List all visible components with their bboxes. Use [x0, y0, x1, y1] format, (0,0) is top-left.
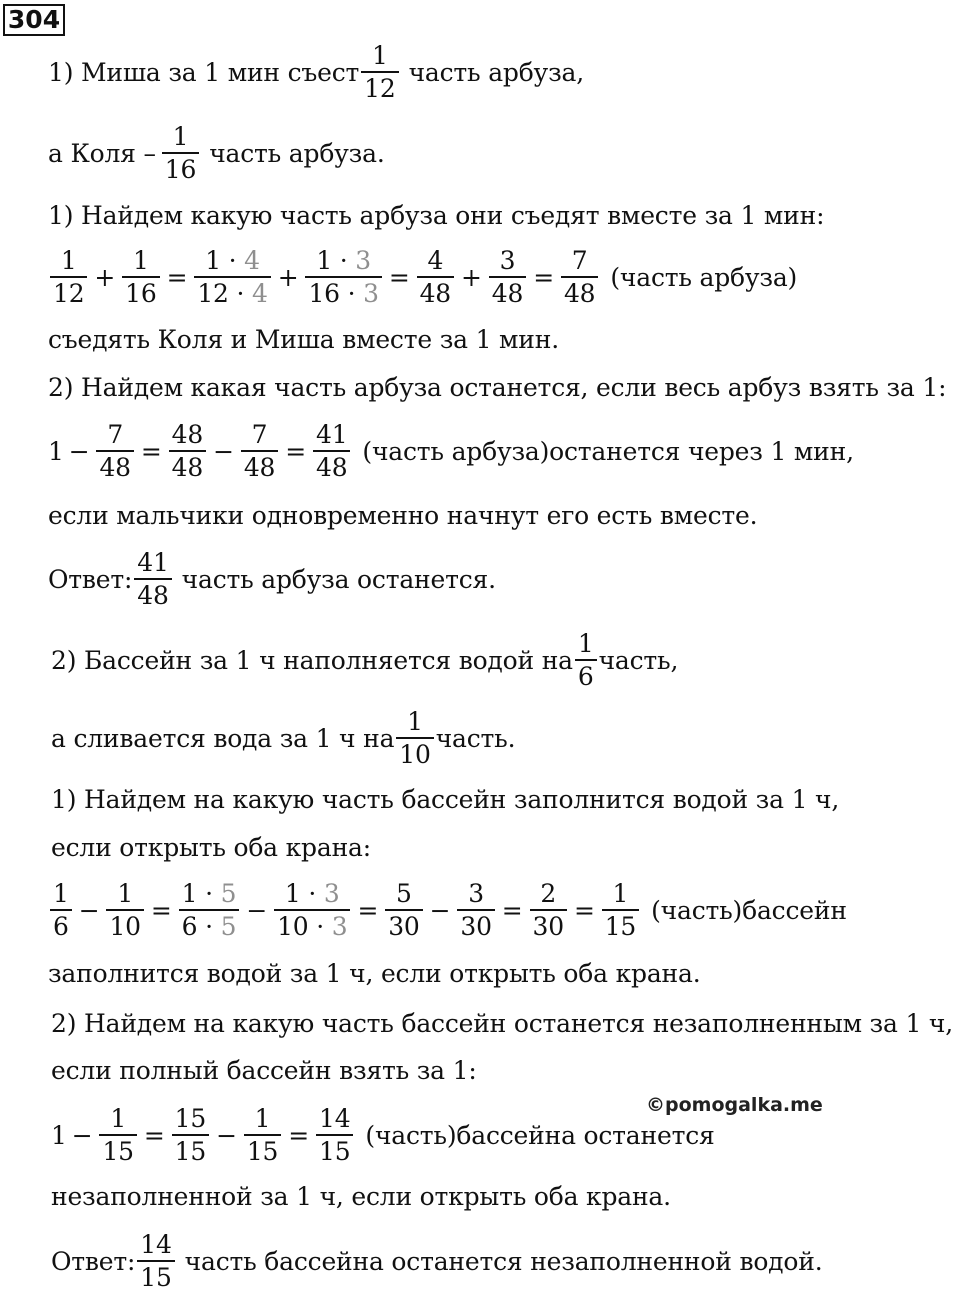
text: 1) Миша за 1 мин съест — [48, 57, 360, 87]
p2-line3 — [51, 776, 839, 822]
p2-equation1: $\frac{1}{6}$ − $\frac{1}{10}$ = $\frac{1 \cdot 5}{6 \cdot 5}$ − $\frac{1 \cdot 3}{10 \cdot 3}$ = $\frac{5}{30}$ − $\frac{3}{30}$ = $\frac{2}{30}$ = $\frac{1}{15}$ (часть)бассейн — [48, 887, 847, 933]
fraction: $\frac{1}{6}$ — [50, 881, 72, 939]
fraction: $\frac{1}{12}$ — [50, 248, 87, 306]
fraction: $\frac{1}{16}$ — [162, 124, 199, 182]
fraction: $\frac{1}{15}$ — [244, 1106, 281, 1164]
p2-answer — [51, 1230, 823, 1292]
text: часть. — [435, 723, 516, 753]
watermark: ©pomogalka.me — [646, 1094, 823, 1116]
fraction: $\frac{3}{30}$ — [457, 881, 494, 939]
p1-equation1: $\frac{1}{12}$ + $\frac{1}{16}$ = $\frac{1 \cdot 4}{12 \cdot 4}$ + $\frac{1 \cdot 3}{16 \cdot 3}$ = $\frac{4}{48}$ + $\frac{3}{48}$ = $\frac{7}{48}$ (часть арбуза) — [48, 254, 797, 300]
text: если открыть оба крана: — [51, 832, 371, 862]
p1-line3 — [48, 192, 824, 238]
fraction: $\frac{1}{10}$ — [106, 881, 143, 939]
text: заполнится водой за 1 ч, если открыть оба крана. — [48, 958, 701, 988]
fraction: $\frac{1 \cdot 5}{6 \cdot 5}$ — [179, 881, 240, 939]
fraction: $\frac{7}{48}$ — [241, 422, 278, 480]
p2-line7 — [51, 1000, 953, 1046]
fraction: $\frac{15}{15}$ — [172, 1106, 209, 1164]
fraction: $\frac{48}{48}$ — [169, 422, 206, 480]
text: 2) Найдем на какую часть бассейн останется незаполненным за 1 ч, — [51, 1008, 953, 1038]
fraction: $\frac{1}{12}$ — [361, 43, 398, 101]
fraction: $\frac{1}{10}$ — [396, 709, 433, 767]
text: а Коля – — [48, 138, 156, 168]
fraction: $\frac{2}{30}$ — [530, 881, 567, 939]
p1-line5 — [48, 316, 559, 362]
answer-label: Ответ: — [51, 1246, 136, 1276]
text: часть арбуза останется. — [181, 564, 496, 594]
p2-line1 — [51, 629, 679, 691]
p1-equation2: 1 − $\frac{7}{48}$ = $\frac{48}{48}$ − $\frac{7}{48}$ = $\frac{41}{48}$ (часть арбуза)останется через 1 мин, — [48, 420, 854, 482]
fraction: $\frac{1}{15}$ — [602, 881, 639, 939]
p1-answer — [48, 548, 496, 610]
text: (часть арбуза)останется через 1 мин, — [362, 436, 854, 466]
text: часть арбуза, — [408, 57, 584, 87]
fraction: $\frac{14}{15}$ — [137, 1232, 174, 1290]
p1-line8 — [48, 492, 757, 538]
problem-number: 304 — [3, 4, 65, 36]
fraction: $\frac{3}{48}$ — [489, 248, 526, 306]
p2-line8 — [51, 1047, 477, 1093]
answer-label: Ответ: — [48, 564, 133, 594]
p1-line2 — [48, 122, 385, 184]
text: (часть)бассейна останется — [365, 1120, 715, 1150]
fraction: $\frac{1}{16}$ — [122, 248, 159, 306]
fraction: $\frac{1 \cdot 3}{10 \cdot 3}$ — [274, 881, 350, 939]
fraction: $\frac{41}{48}$ — [134, 550, 171, 608]
text: съедять Коля и Миша вместе за 1 мин. — [48, 324, 559, 354]
text: 1) Найдем на какую часть бассейн заполнится водой за 1 ч, — [51, 784, 840, 814]
p2-equation2: 1 − $\frac{1}{15}$ = $\frac{15}{15}$ − $\frac{1}{15}$ = $\frac{14}{15}$ (часть)бассейна останется — [51, 1104, 715, 1166]
text: часть арбуза. — [209, 138, 385, 168]
text: часть, — [598, 645, 679, 675]
fraction: $\frac{41}{48}$ — [313, 422, 350, 480]
fraction: $\frac{1 \cdot 4}{12 \cdot 4}$ — [194, 248, 270, 306]
p2-line4 — [51, 824, 371, 870]
text: если полный бассейн взять за 1: — [51, 1055, 477, 1085]
p2-line2 — [51, 707, 516, 769]
p2-line6 — [48, 950, 700, 996]
fraction: $\frac{14}{15}$ — [316, 1106, 353, 1164]
fraction: $\frac{5}{30}$ — [385, 881, 422, 939]
fraction: $\frac{7}{48}$ — [561, 248, 598, 306]
text: 1) Найдем какую часть арбуза они съедят вместе за 1 мин: — [48, 200, 825, 230]
p1-line1 — [48, 41, 584, 103]
text: 2) Найдем какая часть арбуза останется, если весь арбуз взять за 1: — [48, 372, 947, 402]
text: (часть)бассейн — [651, 895, 847, 925]
p2-line10 — [51, 1173, 671, 1219]
text: (часть арбуза) — [610, 262, 798, 292]
text: 2) Бассейн за 1 ч наполняется водой на — [51, 645, 573, 675]
fraction: $\frac{1}{15}$ — [99, 1106, 136, 1164]
text: если мальчики одновременно начнут его есть вместе. — [48, 500, 758, 530]
fraction: $\frac{4}{48}$ — [417, 248, 454, 306]
text: часть бассейна останется незаполненной водой. — [184, 1246, 823, 1276]
fraction: $\frac{1 \cdot 3}{16 \cdot 3}$ — [305, 248, 381, 306]
text: а сливается вода за 1 ч на — [51, 723, 395, 753]
fraction: $\frac{7}{48}$ — [96, 422, 133, 480]
p1-line6 — [48, 364, 946, 410]
text: незаполненной за 1 ч, если открыть оба крана. — [51, 1181, 671, 1211]
fraction: $\frac{1}{6}$ — [575, 631, 597, 689]
